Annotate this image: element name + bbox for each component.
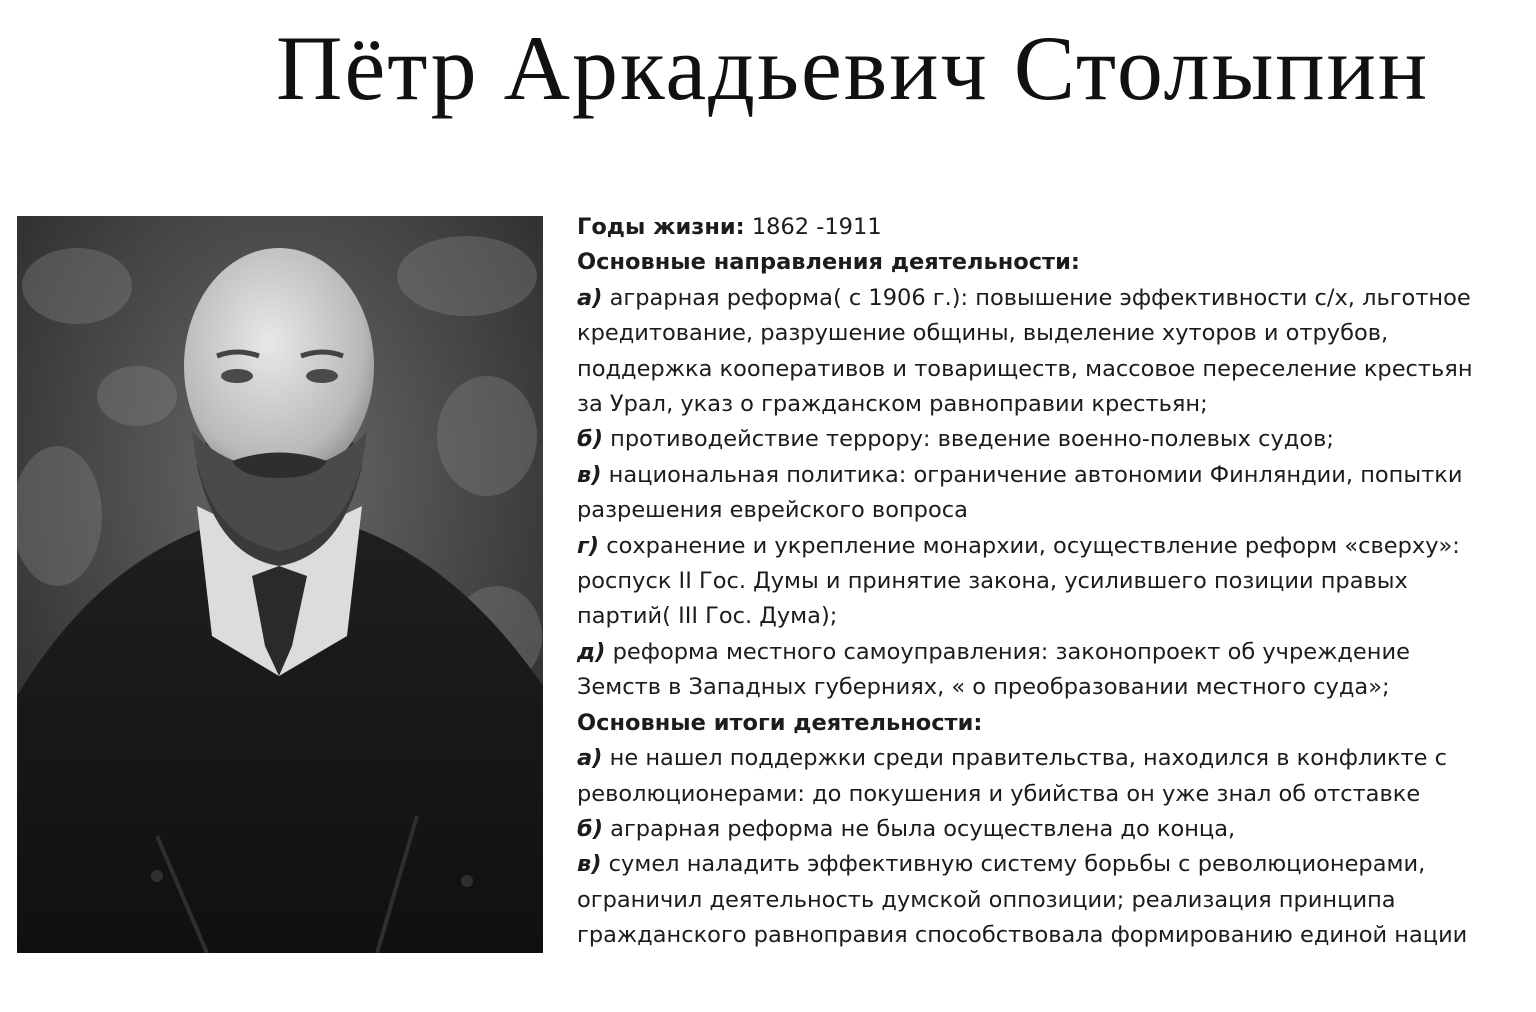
direction-item-v: в) национальная политика: ограничение автономии Финляндии, попытки: [577, 461, 1463, 488]
result-item-b: б) аграрная реформа не была осуществлена до конца,: [577, 815, 1236, 842]
direction-item-d-line: Земств в Западных губерниях, « о преобразовании местного суда»;: [577, 674, 1390, 701]
direction-item-b: б) противодействие террору: введение военно-полевых судов;: [577, 426, 1334, 453]
directions-heading: Основные направления деятельности:: [577, 249, 1080, 276]
life-years-value: 1862 -1911: [744, 214, 882, 240]
direction-item-a-line: кредитование, разрушение общины, выделение хуторов и отрубов,: [577, 320, 1389, 347]
biography-text: [577, 210, 1529, 954]
direction-item-a-line: за Урал, указ о гражданском равноправии крестьян;: [577, 391, 1208, 418]
results-heading: Основные итоги деятельности:: [577, 709, 983, 736]
direction-item-a: а) аграрная реформа( с 1906 г.): повышение эффективности с/х, льготное: [577, 284, 1471, 311]
portrait-image: [17, 216, 543, 953]
direction-item-a-line: поддержка кооперативов и товариществ, массовое переселение крестьян: [577, 355, 1473, 382]
direction-item-g-line: роспуск II Гос. Думы и принятие закона, усилившего позиции правых: [577, 568, 1408, 595]
life-years-line: [577, 210, 1529, 245]
direction-item-g: г) сохранение и укрепление монархии, осуществление реформ «сверху»:: [577, 532, 1460, 559]
page-title: Пётр Аркадьевич Столыпин: [276, 17, 1430, 119]
result-item-a-line: революционерами: до покушения и убийства он уже знал об отставке: [577, 780, 1421, 807]
direction-item-g-line: партий( III Гос. Дума);: [577, 603, 838, 630]
life-years-label: Годы жизни:: [577, 214, 745, 240]
portrait-photo: [17, 216, 543, 953]
result-item-a: а) не нашел поддержки среди правительства, находился в конфликте с: [577, 745, 1448, 772]
result-item-v-line: ограничил деятельность думской оппозиции; реализация принципа: [577, 886, 1396, 913]
direction-item-d: д) реформа местного самоуправления: законопроект об учреждение: [577, 638, 1410, 665]
result-item-v: в) сумел наладить эффективную систему борьбы с революционерами,: [577, 851, 1426, 878]
direction-item-v-line: разрешения еврейского вопроса: [577, 497, 968, 524]
result-item-v-line: гражданского равноправия способствовала формированию единой нации: [577, 922, 1468, 949]
